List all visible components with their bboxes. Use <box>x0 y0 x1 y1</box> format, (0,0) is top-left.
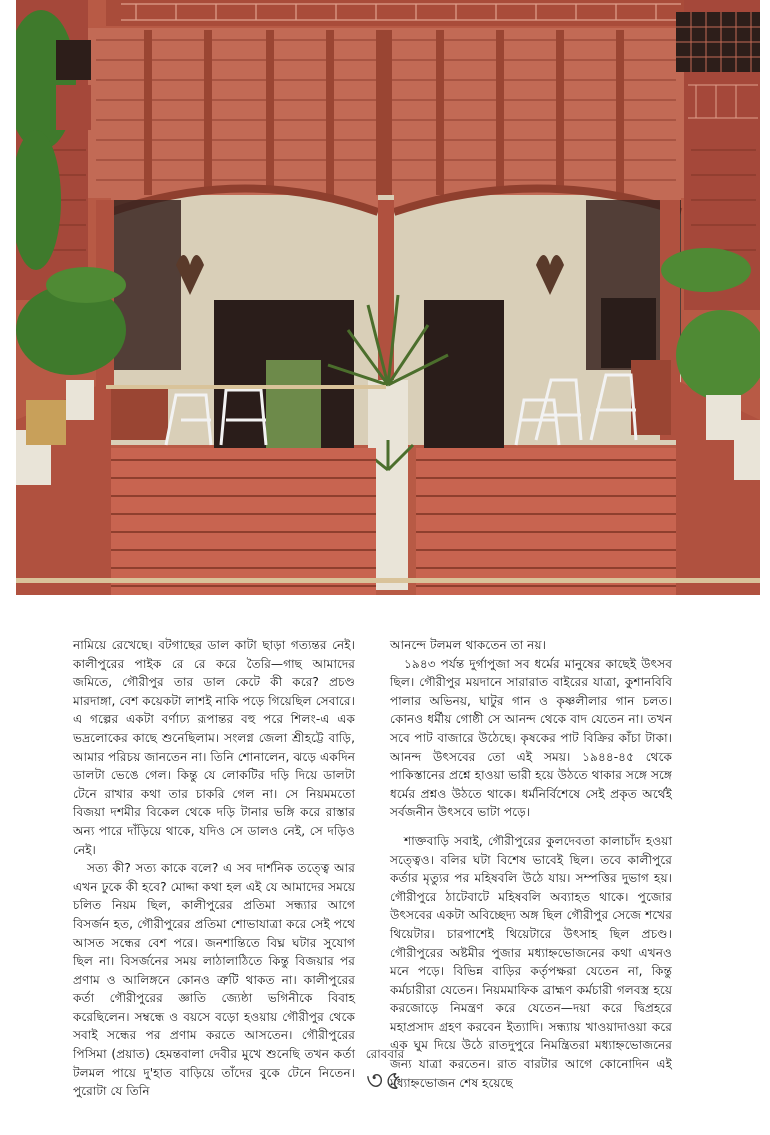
page-number: ৩৫ <box>366 1066 404 1096</box>
paragraph: নামিয়ে রেখেছে। বটগাছের ডাল কাটা ছাড়া গত্যন্তর নেই। কালীপুরের পাইক রে রে করে তৈরি—গাছ আমাদের জমিতে, গৌরীপুর তার ডাল কেটে কী করে? প্রচণ্ড মারদাঙ্গা, বেশ কয়েকটা লাশই নাকি পড়ে গিয়েছিল সেবারে। এ গল্পের একটা বর্ণাঢ্য রূপান্তর বহু পরে শিলং-এ এক ভদ্রলোকের কাছে শুনেছিলাম। সংলগ্ন জেলা শ্রীহট্টে বাড়ি, আমার পরিচয় জানতেন না। তিনি শোনালেন, ঝড়ে একদিন ডালটা ভেঙে গেল। কিন্তু যে লোকটির দড়ি দিয়ে ডালটা টেনে রাখার কথা তার চাকরি গেল না। সে নিয়মমতো বিজয়া দশমীর বিকেল থেকে দড়ি টানার ভঙ্গি করে রাস্তার অন্য পারে দাঁড়িয়ে থাকে, যদিও সে ডালও নেই, সে দড়িও নেই। <box>73 638 355 857</box>
article-column-left <box>73 636 355 1101</box>
paragraph: ১৯৪৩ পর্যন্ত দুর্গাপুজা সব ধর্মের মানুষের কাছেই উৎসব ছিল। গৌরীপুর ময়দানে সারারাত বাইরের যাত্রা, কুশানবিবি পালার অভিনয়, ঘাটুর গান ও কৃষ্ণলীলার গান চলত। কোনও ধর্মীয় গোষ্ঠী সে আনন্দ থেকে বাদ যেতেন না। তখন সবে পাট বাজারে উঠেছে। কৃষকের পাট বিক্রির কাঁচা টাকা। আনন্দ উৎসবের তো এই সময়। ১৯৪৪-৪৫ থেকে পাকিস্তানের প্রশ্নে হাওয়া ভারী হয়ে উঠতে থাকার সঙ্গে সঙ্গে ধর্মের প্রশ্নও উঠতে থাকে। ধর্মনির্বিশেষে সেই প্রকৃত অর্থেই সর্বজনীন উৎসবে ভাটা পড়ে। <box>390 656 672 820</box>
paragraph: শাক্তবাড়ি সবাই, গৌরীপুরের কুলদেবতা কালাচাঁদ হওয়া সত্ত্বেও। বলির ঘটা বিশেষ ভাবেই ছিল। তবে কালীপুরে কর্তার মৃত্যুর পর মহিষবলি উঠে যায়। সম্পত্তির দুভাগ হয়। গৌরীপুরে ঠাটেবাটে মহিষবলি অব্যাহত থাকে। পুজোর উৎসবের একটা অবিচ্ছেদ্য অঙ্গ ছিল গৌরীপুর সেজে শখের থিয়েটার। চারপাশেই থিয়েটারে উৎসাহ ছিল প্রচণ্ড। গৌরীপুরের অষ্টমীর পুজার মধ্যাহ্নভোজনের কথা এখনও মনে পড়ে। বিভিন্ন বাড়ির কর্তৃপক্ষরা যেতেন না, কিন্তু কর্মচারীরা যেতেন। নিয়মমাফিক ব্রাহ্মণ কর্মচারী গলবস্ত্র হয়ে করজোড়ে নিমন্ত্রণ করে যেতেন—দয়া করে দ্বিপ্রহরে মহাপ্রসাদ গ্রহণ করবেন ইত্যাদি। সন্ধ্যায় খাওয়াদাওয়া করে এক ঘুম দিয়ে উঠে রাতদুপুরে নিমন্ত্রিতরা মধ্যাহ্নভোজনের জন্য যাত্রা করতেন। রাত বারটার আগে কোনোদিন এই মধ্যাহ্নভোজন শেষ হয়েছে <box>390 833 672 1090</box>
section-label: রোববার <box>365 1047 405 1061</box>
paragraph: সত্য কী? সত্য কাকে বলে? এ সব দার্শনিক তত্ত্বে আর এখন ঢুকে কী হবে? মোদ্দা কথা হল এই যে আমাদের সময়ে চলিত নিয়ম ছিল, কালীপুরের প্রতিমা সন্ধ্যার আগে বিসর্জন হত, গৌরীপুরের প্রতিমা শোভাযাত্রা করে সেই পথে আসত সন্ধের বেশ পরে। জনশান্তিতে বিঘ্ন ঘটার সুযোগ ছিল না। বিসর্জনের সময় লাঠালাঠিতে কিন্তু বিজয়ার পর প্রণাম ও আলিঙ্গনে কোনও ত্রুটি থাকত না। কালীপুরের কর্তা গৌরীপুরের জ্ঞাতি জ্যেষ্ঠা ভগিনীকে বিবাহ করেছিলেন। সম্বন্ধে ও বয়সে বড়ো হওয়ায় গৌরীপুর থেকে সবাই সন্ধের পর প্রণাম করতে আসতেন। গৌরীপুরের পিসিমা (প্রয়াত) হেমন্তবালা দেবীর মুখে শুনেছি তখন কর্তা টলমল পায়ে দু'হাত বাড়িয়ে তাঁদের বুকে টেনে নিতেন। পুরোটা যে তিনি <box>73 861 355 1099</box>
door-center <box>424 300 504 448</box>
house-photo <box>16 0 760 595</box>
paragraph: আনন্দে টলমল থাকতেন তা নয়। <box>390 638 546 652</box>
article-column-right <box>390 636 672 1092</box>
